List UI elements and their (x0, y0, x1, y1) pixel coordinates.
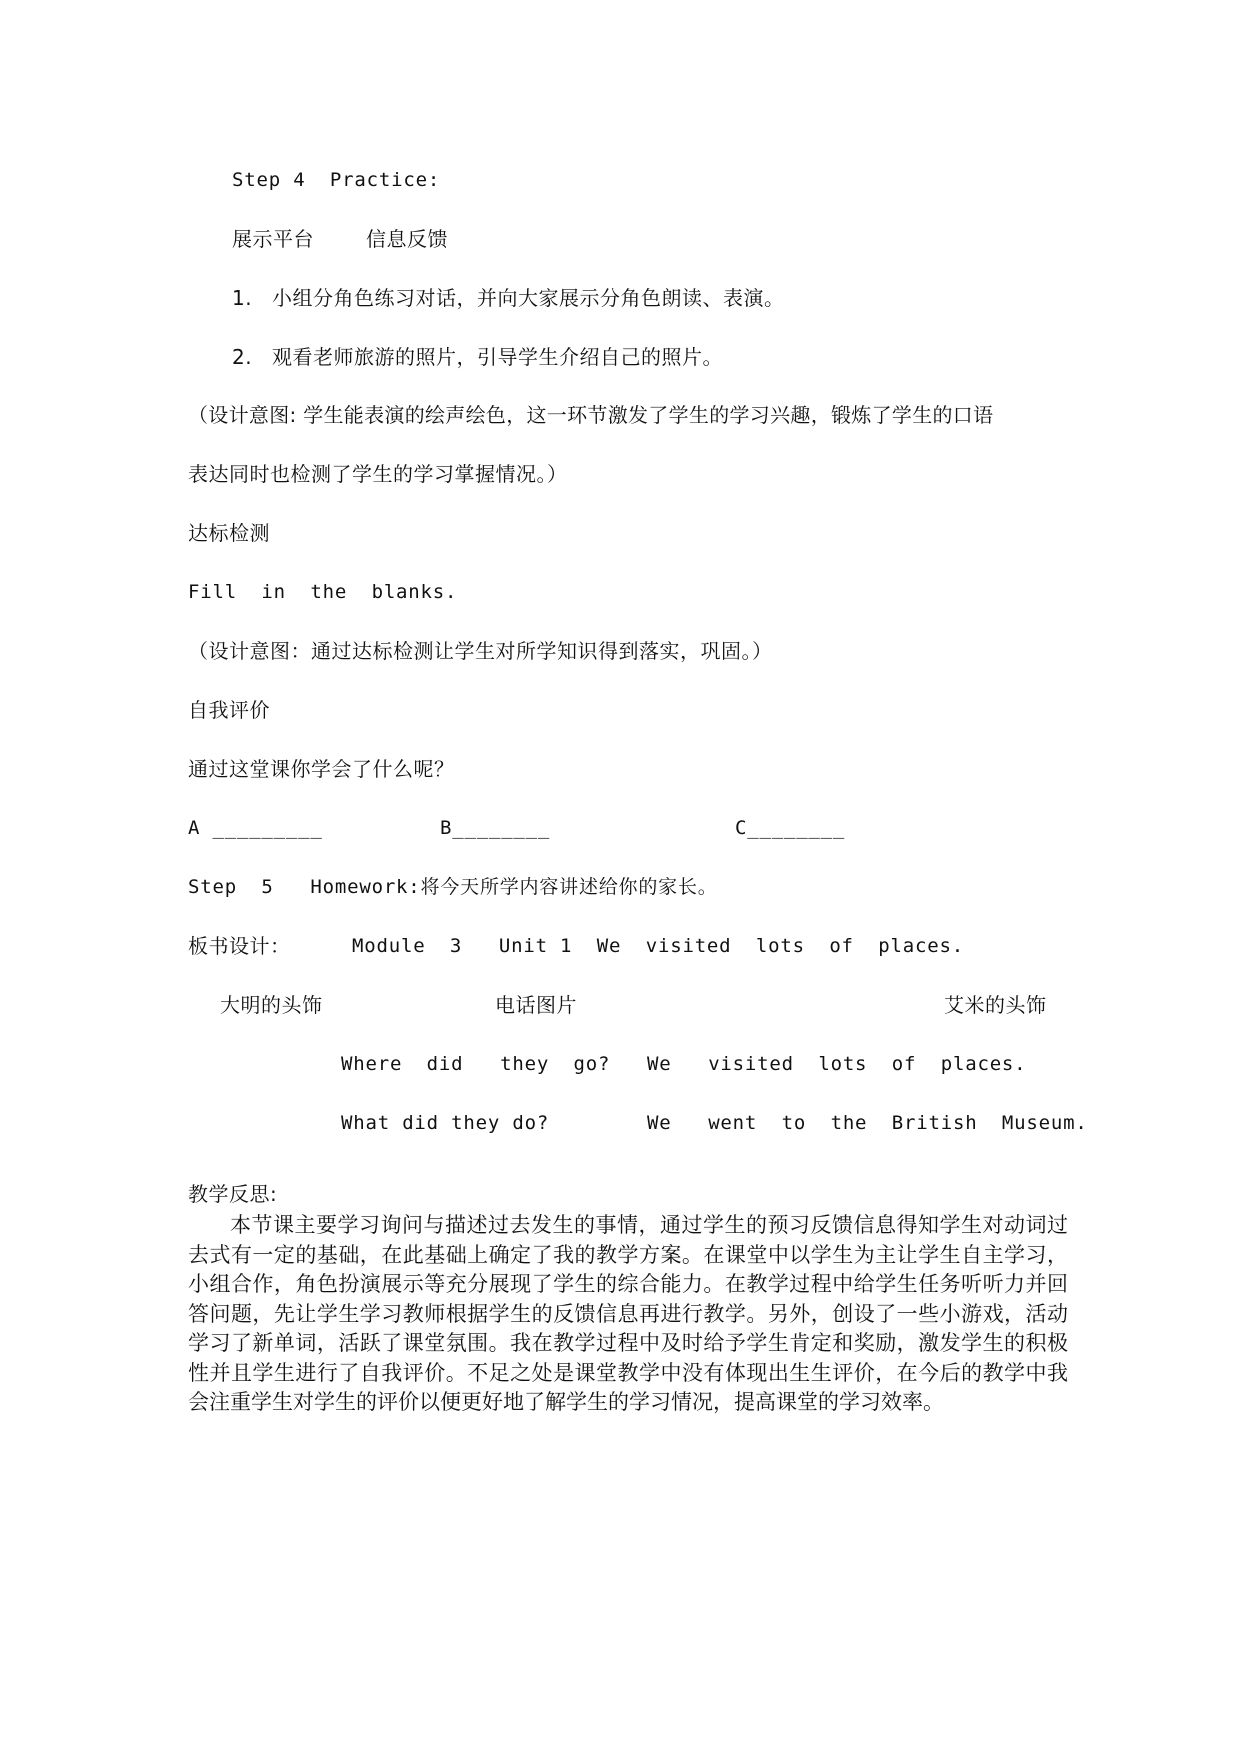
board-item-center: 电话图片 (495, 993, 577, 1017)
reflection-title: 教学反思: (188, 1182, 278, 1206)
board-item-left: 大明的头饰 (220, 993, 323, 1017)
design-intent-line: （设计意图：通过达标检测让学生对所学知识得到落实，巩固。） (188, 639, 773, 663)
list-item-number: 1. (232, 286, 253, 310)
exercise-instruction: Fill in the blanks. (188, 581, 458, 603)
list-item-number: 2. (232, 345, 253, 369)
answer-option-a: A _________ (188, 817, 323, 839)
board-design-title: Module 3 Unit 1 We visited lots of places. (352, 935, 964, 957)
list-item-text: 小组分角色练习对话，并向大家展示分角色朗读、表演。 (272, 286, 785, 310)
answer-option-b: B________ (440, 817, 551, 839)
answer-option-c: C________ (735, 817, 846, 839)
board-answer: We visited lots of places. (647, 1053, 1027, 1075)
reflection-body: 本节课主要学习询问与描述过去发生的事情，通过学生的预习反馈信息得知学生对动词过去式有一定的基础，在此基础上确定了我的教学方案。在课堂中以学生为主让学生自主学习，小组合作，角色扮演展示等充分展现了学生的综合能力。在教学过程中给学生任务听听力并回答问题，先让学生学习教师根据学生的反馈信息再进行教学。另外，创设了一些小游戏，活动学习了新单词，活跃了课堂氛围。我在教学过程中及时给予学生肯定和奖励，激发学生的积极性并且学生进行了自我评价。不足之处是课堂教学中没有体现出生生评价，在今后的教学中我会注重学生对学生的评价以便更好地了解学生的学习情况，提高课堂的学习效率。 (188, 1213, 1068, 1414)
homework-line: Step 5 Homework:将今天所学内容讲述给你的家长。 (188, 876, 718, 898)
board-item-right: 艾米的头饰 (944, 993, 1047, 1017)
board-design-label: 板书设计： (188, 934, 291, 958)
design-intent-line: （设计意图: 学生能表演的绘声绘色，这一环节激发了学生的学习兴趣，锻炼了学生的口语 (188, 403, 994, 427)
platform-label-a: 展示平台 (232, 227, 314, 251)
board-answer: We went to the British Museum. (647, 1112, 1088, 1134)
step4-heading: Step 4 Practice: (232, 169, 441, 191)
design-intent-line: 表达同时也检测了学生的学习掌握情况。） (188, 462, 568, 486)
platform-label-b: 信息反馈 (366, 227, 448, 251)
self-eval-question: 通过这堂课你学会了什么呢？ (188, 757, 455, 781)
list-item-text: 观看老师旅游的照片，引导学生介绍自己的照片。 (272, 345, 723, 369)
section-title: 达标检测 (188, 521, 270, 545)
board-question: What did they do? (341, 1112, 550, 1134)
section-title: 自我评价 (188, 698, 270, 722)
board-question: Where did they go? (341, 1053, 611, 1075)
